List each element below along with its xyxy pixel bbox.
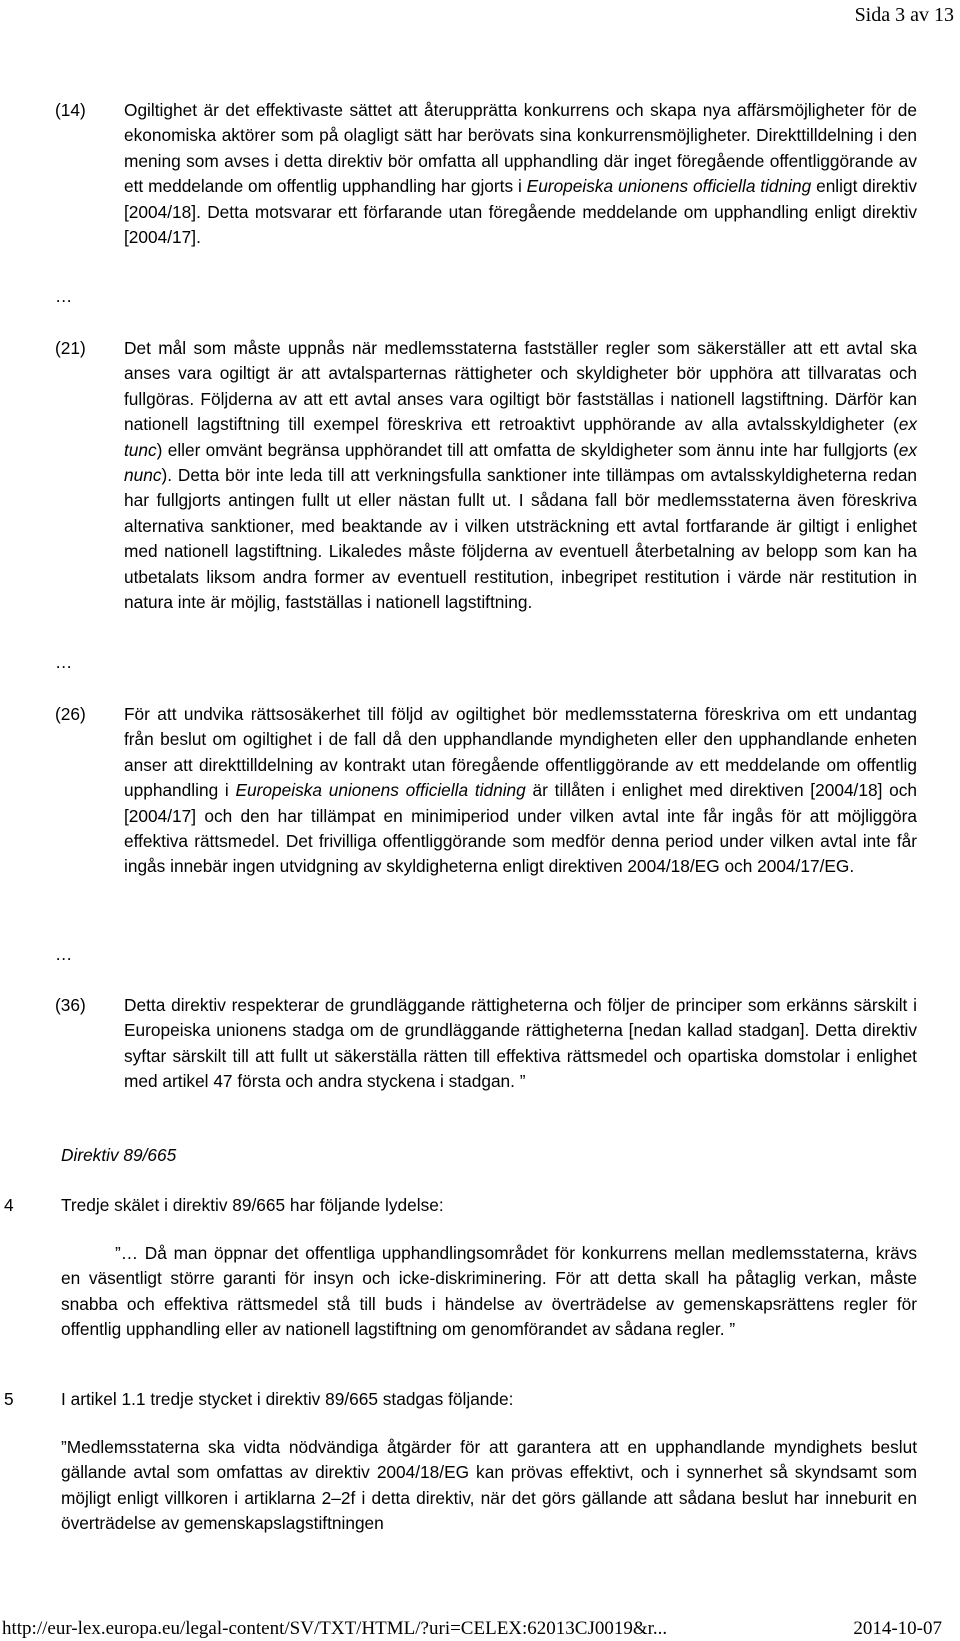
quoted-text: ”… Då man öppnar det offentliga upphandlingsområdet för konkurrens mellan medlemsstaterna, krävs en väsentligt större garanti för insyn och icke-diskriminering. För att detta skall ha påtaglig verkan, måste snabba och effektiva rättsmedel stå till buds i händelse av överträdelse av gemenskapsrättens regler för offentlig upphandling eller av nationell lagstiftning om genomförandet av sådana regler. ” (61, 1243, 917, 1340)
paragraph-intro: Tredje skälet i direktiv 89/665 har följande lydelse: (61, 1195, 444, 1215)
ellipsis: … (55, 944, 73, 964)
source-url: http://eur-lex.europa.eu/legal-content/SV/TXT/HTML/?uri=CELEX:62013CJ0019&r... (2, 1618, 668, 1639)
recital-text: Det mål som måste uppnås när medlemsstaterna fastställer regler som säkerställer att ett avtal ska anses vara ogiltigt är att avtalsparternas rättigheter och skyldigheter bör upphöra att tillvaratas och fullgöras. Följderna av att ett avtal anses vara ogiltigt bör fastställas i nationell lagstiftning. Därför kan nationell lagstiftning till exempel föreskriva ett retroaktivt upphörande av alla avtalsskyldigheter (ex tunc) eller omvänt begränsa upphörandet till att omfatta de skyldigheter som ännu inte har fullgjorts (ex nunc). Detta bör inte leda till att verkningsfulla sanktioner inte tillämpas om avtalsskyldigheterna redan har fullgjorts antingen fullt ut eller nästan fullt ut. I sådana fall bör medlemsstaterna även föreskriva alternativa sanktioner, med beaktande av i vilken utsträckning ett avtal fortfarande är giltigt i enlighet med nationell lagstiftning. Likaledes måste följderna av eventuell återbetalning av belopp som kan ha utbetalats liksom andra former av eventuell restitution, inbegripet restitution i värde när restitution in natura inte är möjlig, fastställas i nationell lagstiftning. (124, 338, 917, 613)
paragraph-number: 4 (4, 1195, 14, 1215)
directive-heading: Direktiv 89/665 (61, 1145, 177, 1165)
ellipsis: … (55, 286, 73, 306)
page-number: Sida 3 av 13 (854, 4, 954, 26)
recital-number: (21) (55, 338, 86, 358)
recital-text: Ogiltighet är det effektivaste sättet att återupprätta konkurrens och skapa nya affärsmöjligheter för de ekonomiska aktörer som på olagligt sätt har berövats sina konkurrensmöjligheter. Direkttilldelning i den mening som avses i detta direktiv bör omfatta all upphandling där inget föregående offentliggörande av ett meddelande om offentlig upphandling har gjorts i Europeiska unionens officiella tidning enligt direktiv [2004/18]. Detta motsvarar ett förfarande utan föregående meddelande om upphandling enligt direktiv [2004/17]. (124, 100, 917, 248)
recital-text: Detta direktiv respekterar de grundläggande rättigheterna och följer de principer som erkänns särskilt i Europeiska unionens stadga om de grundläggande rättigheterna [nedan kallad stadgan]. Detta direktiv syftar särskilt till att fullt ut säkerställa rätten till effektiva rättsmedel och opartiska domstolar i enlighet med artikel 47 första och andra styckena i stadgan. ” (124, 995, 917, 1092)
recital-number: (26) (55, 704, 86, 724)
paragraph-number: 5 (4, 1389, 14, 1409)
recital-text: För att undvika rättsosäkerhet till följd av ogiltighet bör medlemsstaterna föreskriva om ett undantag från beslut om ogiltighet i de fall då den upphandlande myndigheten eller den upphandlande enheten anser att direkttilldelning av kontrakt utan föregående offentliggörande av ett meddelande om offentlig upphandling i Europeiska unionens officiella tidning är tillåten i enlighet med direktiven [2004/18] och [2004/17] och den har tillämpat en minimiperiod under vilken avtal inte får ingås för att möjliggöra effektiva rättsmedel. Det frivilliga offentliggörande som medför denna period under vilken avtal inte får ingås innebär ingen utvidgning av skyldigheterna enligt direktiven 2004/18/EG och 2004/17/EG. (124, 704, 917, 877)
quoted-text: ”Medlemsstaterna ska vidta nödvändiga åtgärder för att garantera att en upphandlande myndighets beslut gällande avtal som omfattas av direktiv 2004/18/EG kan prövas effektivt, och i synnerhet så skyndsamt som möjligt enligt villkoren i artiklarna 2–2f i detta direktiv, när det görs gällande att sådana beslut har inneburit en överträdelse av gemenskapslagstiftningen (61, 1437, 917, 1534)
ellipsis: … (55, 652, 73, 672)
print-date: 2014-10-07 (853, 1618, 942, 1639)
paragraph-intro: I artikel 1.1 tredje stycket i direktiv 89/665 stadgas följande: (61, 1389, 514, 1409)
recital-number: (36) (55, 995, 86, 1015)
recital-number: (14) (55, 100, 86, 120)
